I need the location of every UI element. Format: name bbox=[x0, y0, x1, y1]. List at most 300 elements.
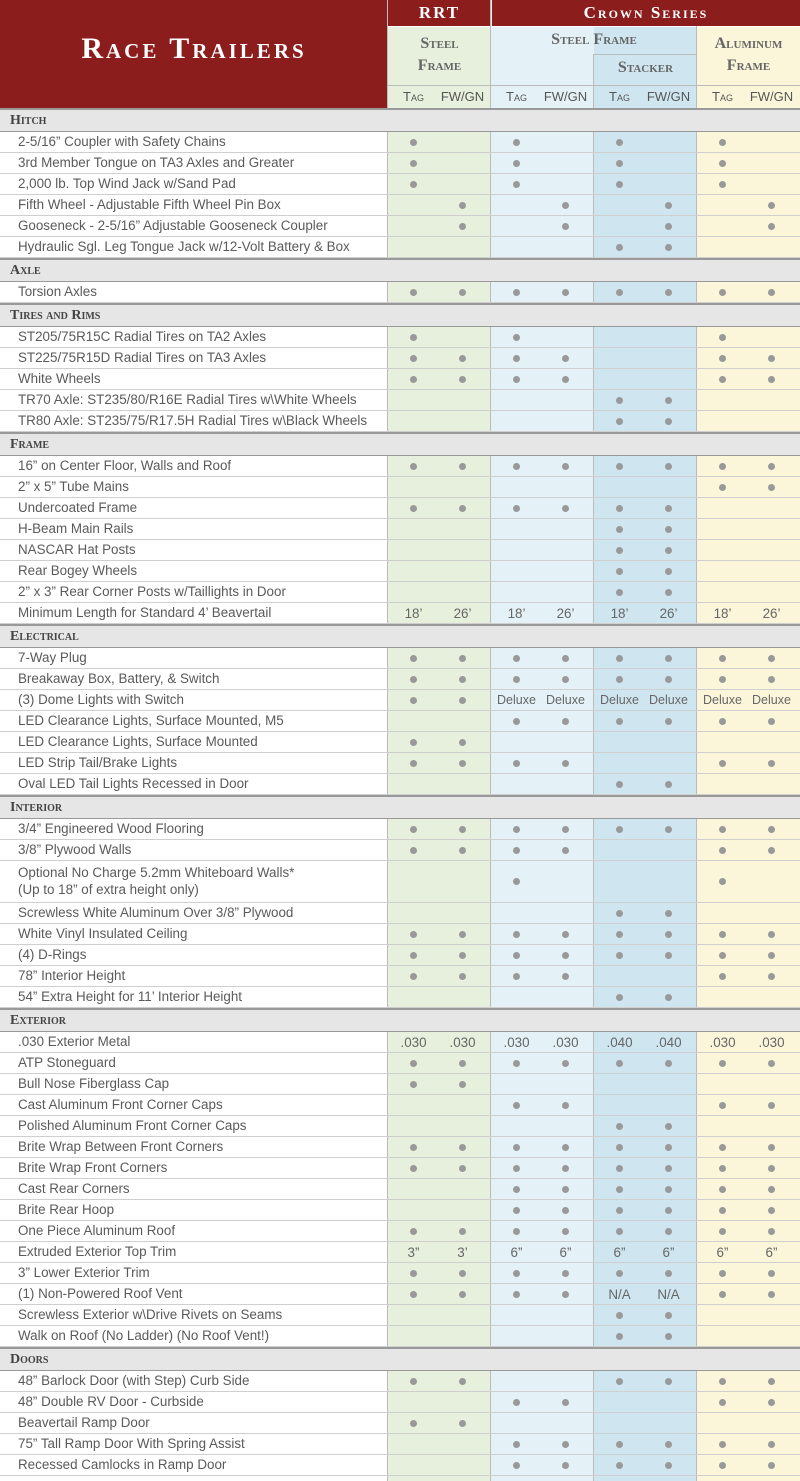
feature-included-dot bbox=[437, 1053, 488, 1073]
empty-cell bbox=[437, 519, 488, 539]
feature-label: 54” Extra Height for 11’ Interior Height bbox=[18, 989, 243, 1004]
bullet-dot-icon bbox=[719, 676, 726, 683]
bullet-dot-icon bbox=[459, 847, 466, 854]
bullet-dot-icon bbox=[513, 718, 520, 725]
col-header-stacker-tag: Tag bbox=[609, 89, 630, 104]
feature-included-dot bbox=[643, 924, 694, 944]
feature-included-dot bbox=[594, 582, 645, 602]
bullet-dot-icon bbox=[410, 1144, 417, 1151]
table-row bbox=[0, 648, 800, 669]
feature-included-dot bbox=[594, 774, 645, 794]
bullet-dot-icon bbox=[562, 1102, 569, 1109]
empty-cell bbox=[540, 987, 591, 1007]
feature-label: NASCAR Hat Posts bbox=[18, 542, 136, 557]
feature-included-dot bbox=[540, 348, 591, 368]
feature-table bbox=[0, 108, 800, 1476]
bullet-dot-icon bbox=[665, 505, 672, 512]
table-row bbox=[0, 1200, 800, 1221]
empty-cell bbox=[594, 1392, 645, 1412]
feature-included-dot bbox=[540, 1158, 591, 1178]
empty-cell bbox=[540, 1326, 591, 1346]
empty-cell bbox=[746, 498, 797, 518]
feature-label: TR80 Axle: ST235/75/R17.5H Radial Tires w\Black Wheels bbox=[18, 413, 368, 428]
feature-included-dot bbox=[437, 498, 488, 518]
feature-label: Cast Aluminum Front Corner Caps bbox=[18, 1097, 223, 1112]
bullet-dot-icon bbox=[719, 826, 726, 833]
bullet-dot-icon bbox=[665, 568, 672, 575]
feature-included-dot bbox=[746, 753, 797, 773]
feature-included-dot bbox=[594, 282, 645, 302]
table-row bbox=[0, 1158, 800, 1179]
feature-included-dot bbox=[540, 1053, 591, 1073]
bullet-dot-icon bbox=[513, 1270, 520, 1277]
feature-included-dot bbox=[697, 966, 748, 986]
table-row bbox=[0, 903, 800, 924]
bullet-dot-icon bbox=[410, 334, 417, 341]
section-header: Hitch bbox=[0, 108, 800, 132]
bullet-dot-icon bbox=[616, 931, 623, 938]
bullet-dot-icon bbox=[562, 1462, 569, 1469]
bullet-dot-icon bbox=[768, 1378, 775, 1385]
feature-label: (1) Non-Powered Roof Vent bbox=[18, 1286, 183, 1301]
bullet-dot-icon bbox=[459, 655, 466, 662]
feature-included-dot bbox=[697, 132, 748, 152]
table-row bbox=[0, 390, 800, 411]
empty-cell bbox=[437, 987, 488, 1007]
bullet-dot-icon bbox=[719, 973, 726, 980]
bullet-dot-icon bbox=[513, 139, 520, 146]
empty-cell bbox=[594, 966, 645, 986]
bullet-dot-icon bbox=[719, 160, 726, 167]
bullet-dot-icon bbox=[665, 718, 672, 725]
bullet-dot-icon bbox=[410, 826, 417, 833]
table-row bbox=[0, 369, 800, 390]
feature-included-dot bbox=[437, 1413, 488, 1433]
feature-included-dot bbox=[643, 411, 694, 431]
bullet-dot-icon bbox=[768, 1291, 775, 1298]
empty-cell bbox=[594, 753, 645, 773]
table-row bbox=[0, 945, 800, 966]
empty-cell bbox=[388, 540, 439, 560]
feature-included-dot bbox=[540, 1263, 591, 1283]
bullet-dot-icon bbox=[665, 1333, 672, 1340]
feature-included-dot bbox=[746, 1455, 797, 1475]
table-row bbox=[0, 1032, 800, 1053]
feature-label: Polished Aluminum Front Corner Caps bbox=[18, 1118, 247, 1133]
feature-included-dot bbox=[697, 327, 748, 347]
bullet-dot-icon bbox=[513, 1399, 520, 1406]
bullet-dot-icon bbox=[665, 1441, 672, 1448]
empty-cell bbox=[388, 903, 439, 923]
bullet-dot-icon bbox=[459, 1081, 466, 1088]
bullet-dot-icon bbox=[410, 1291, 417, 1298]
page-title: Race Trailers bbox=[81, 32, 307, 65]
feature-included-dot bbox=[437, 456, 488, 476]
bullet-dot-icon bbox=[459, 676, 466, 683]
bullet-dot-icon bbox=[616, 1378, 623, 1385]
table-row bbox=[0, 1284, 800, 1305]
feature-included-dot bbox=[697, 1371, 748, 1391]
feature-value: .030 bbox=[758, 1034, 785, 1050]
feature-included-dot bbox=[697, 282, 748, 302]
empty-cell bbox=[540, 732, 591, 752]
feature-included-dot bbox=[697, 648, 748, 668]
feature-included-dot bbox=[643, 711, 694, 731]
feature-included-dot bbox=[643, 774, 694, 794]
empty-cell bbox=[491, 987, 542, 1007]
feature-included-dot bbox=[643, 669, 694, 689]
bullet-dot-icon bbox=[410, 952, 417, 959]
empty-cell bbox=[643, 174, 694, 194]
feature-included-dot bbox=[540, 648, 591, 668]
feature-included-dot bbox=[643, 1137, 694, 1157]
bullet-dot-icon bbox=[616, 139, 623, 146]
empty-cell bbox=[491, 237, 542, 257]
bullet-dot-icon bbox=[665, 1207, 672, 1214]
empty-cell bbox=[746, 861, 797, 902]
feature-included-dot bbox=[540, 1392, 591, 1412]
feature-included-dot bbox=[388, 840, 439, 860]
bullet-dot-icon bbox=[665, 1312, 672, 1319]
feature-included-dot bbox=[491, 648, 542, 668]
empty-cell bbox=[746, 903, 797, 923]
feature-included-dot bbox=[491, 1455, 542, 1475]
feature-included-dot bbox=[491, 711, 542, 731]
bullet-dot-icon bbox=[719, 334, 726, 341]
empty-cell bbox=[594, 216, 645, 236]
feature-value: .030 bbox=[552, 1034, 579, 1050]
bullet-dot-icon bbox=[719, 376, 726, 383]
table-row bbox=[0, 1305, 800, 1326]
empty-cell bbox=[491, 540, 542, 560]
feature-included-dot bbox=[643, 987, 694, 1007]
bullet-dot-icon bbox=[410, 463, 417, 470]
feature-label: Bull Nose Fiberglass Cap bbox=[18, 1076, 170, 1091]
feature-label: 3/8” Plywood Walls bbox=[18, 842, 132, 857]
bullet-dot-icon bbox=[768, 355, 775, 362]
feature-label: Undercoated Frame bbox=[18, 500, 138, 515]
section-header: Electrical bbox=[0, 624, 800, 648]
feature-label: Rear Bogey Wheels bbox=[18, 563, 138, 578]
empty-cell bbox=[643, 732, 694, 752]
bullet-dot-icon bbox=[768, 484, 775, 491]
feature-label: 3rd Member Tongue on TA3 Axles and Greater bbox=[18, 155, 295, 170]
feature-included-dot bbox=[491, 945, 542, 965]
empty-cell bbox=[388, 1179, 439, 1199]
feature-included-dot bbox=[388, 1413, 439, 1433]
empty-cell bbox=[437, 1434, 488, 1454]
feature-included-dot bbox=[594, 903, 645, 923]
feature-value: .040 bbox=[606, 1034, 633, 1050]
feature-value: Deluxe bbox=[546, 693, 585, 707]
bullet-dot-icon bbox=[459, 952, 466, 959]
empty-cell bbox=[437, 1392, 488, 1412]
empty-cell bbox=[540, 903, 591, 923]
empty-cell bbox=[388, 1116, 439, 1136]
feature-included-dot bbox=[388, 1284, 439, 1304]
empty-cell bbox=[540, 519, 591, 539]
bullet-dot-icon bbox=[768, 1144, 775, 1151]
empty-cell bbox=[437, 411, 488, 431]
bullet-dot-icon bbox=[562, 1165, 569, 1172]
feature-value: N/A bbox=[608, 1286, 631, 1302]
feature-included-dot bbox=[437, 1371, 488, 1391]
feature-included-dot bbox=[746, 456, 797, 476]
feature-included-dot bbox=[594, 648, 645, 668]
empty-cell bbox=[388, 1455, 439, 1475]
feature-included-dot bbox=[643, 498, 694, 518]
feature-included-dot bbox=[746, 1200, 797, 1220]
bullet-dot-icon bbox=[768, 847, 775, 854]
feature-label: Brite Rear Hoop bbox=[18, 1202, 115, 1217]
feature-label: ATP Stoneguard bbox=[18, 1055, 116, 1070]
bullet-dot-icon bbox=[513, 505, 520, 512]
table-row bbox=[0, 1179, 800, 1200]
bullet-dot-icon bbox=[616, 1165, 623, 1172]
feature-included-dot bbox=[437, 1221, 488, 1241]
bullet-dot-icon bbox=[513, 973, 520, 980]
bullet-dot-icon bbox=[513, 355, 520, 362]
feature-included-dot bbox=[594, 1137, 645, 1157]
bullet-dot-icon bbox=[768, 1060, 775, 1067]
feature-included-dot bbox=[540, 195, 591, 215]
feature-included-dot bbox=[437, 1263, 488, 1283]
table-row bbox=[0, 327, 800, 348]
bullet-dot-icon bbox=[616, 1123, 623, 1130]
empty-cell bbox=[540, 390, 591, 410]
table-row bbox=[0, 819, 800, 840]
empty-cell bbox=[388, 216, 439, 236]
bullet-dot-icon bbox=[459, 1291, 466, 1298]
bullet-dot-icon bbox=[665, 589, 672, 596]
bullet-dot-icon bbox=[459, 355, 466, 362]
empty-cell bbox=[491, 390, 542, 410]
bullet-dot-icon bbox=[616, 244, 623, 251]
bullet-dot-icon bbox=[410, 139, 417, 146]
empty-cell bbox=[746, 237, 797, 257]
bullet-dot-icon bbox=[768, 202, 775, 209]
feature-included-dot bbox=[594, 411, 645, 431]
rrt-header: RRT bbox=[388, 0, 491, 26]
feature-included-dot bbox=[746, 1158, 797, 1178]
empty-cell bbox=[540, 561, 591, 581]
rrt-sub-line1: Steel bbox=[420, 35, 459, 52]
bullet-dot-icon bbox=[513, 181, 520, 188]
bullet-dot-icon bbox=[513, 676, 520, 683]
table-row bbox=[0, 732, 800, 753]
bullet-dot-icon bbox=[768, 655, 775, 662]
empty-cell bbox=[697, 1326, 748, 1346]
bullet-dot-icon bbox=[616, 397, 623, 404]
bullet-dot-icon bbox=[719, 1207, 726, 1214]
bullet-dot-icon bbox=[513, 878, 520, 885]
bullet-dot-icon bbox=[459, 1165, 466, 1172]
bullet-dot-icon bbox=[665, 418, 672, 425]
bullet-dot-icon bbox=[719, 878, 726, 885]
feature-included-dot bbox=[388, 753, 439, 773]
feature-included-dot bbox=[388, 1137, 439, 1157]
empty-cell bbox=[388, 582, 439, 602]
feature-included-dot bbox=[746, 711, 797, 731]
feature-included-dot bbox=[491, 1221, 542, 1241]
bullet-dot-icon bbox=[665, 994, 672, 1001]
feature-included-dot bbox=[491, 1179, 542, 1199]
bullet-dot-icon bbox=[616, 676, 623, 683]
empty-cell bbox=[437, 540, 488, 560]
table-row bbox=[0, 603, 800, 624]
feature-included-dot bbox=[643, 195, 694, 215]
bullet-dot-icon bbox=[768, 931, 775, 938]
feature-included-dot bbox=[491, 327, 542, 347]
bullet-dot-icon bbox=[513, 655, 520, 662]
section-header: Exterior bbox=[0, 1008, 800, 1032]
bullet-dot-icon bbox=[459, 760, 466, 767]
feature-label: Breakaway Box, Battery, & Switch bbox=[18, 671, 220, 686]
empty-cell bbox=[437, 477, 488, 497]
bullet-dot-icon bbox=[562, 655, 569, 662]
feature-value: 26’ bbox=[659, 605, 678, 621]
bullet-dot-icon bbox=[562, 223, 569, 230]
empty-cell bbox=[388, 519, 439, 539]
bullet-dot-icon bbox=[719, 1270, 726, 1277]
feature-value: 6” bbox=[510, 1244, 523, 1260]
bullet-dot-icon bbox=[665, 1378, 672, 1385]
feature-included-dot bbox=[540, 840, 591, 860]
empty-cell bbox=[388, 861, 439, 902]
bullet-dot-icon bbox=[719, 1060, 726, 1067]
feature-included-dot bbox=[697, 174, 748, 194]
empty-cell bbox=[388, 1305, 439, 1325]
table-row bbox=[0, 1242, 800, 1263]
col-header-alum-fwgn: FW/GN bbox=[749, 89, 794, 104]
feature-included-dot bbox=[746, 348, 797, 368]
feature-included-dot bbox=[540, 1221, 591, 1241]
feature-included-dot bbox=[643, 390, 694, 410]
bullet-dot-icon bbox=[410, 760, 417, 767]
feature-included-dot bbox=[388, 966, 439, 986]
empty-cell bbox=[643, 348, 694, 368]
feature-included-dot bbox=[388, 945, 439, 965]
feature-included-dot bbox=[437, 648, 488, 668]
feature-included-dot bbox=[594, 1371, 645, 1391]
feature-label: (3) Dome Lights with Switch bbox=[18, 692, 184, 707]
table-row bbox=[0, 216, 800, 237]
bullet-dot-icon bbox=[410, 931, 417, 938]
feature-included-dot bbox=[388, 1053, 439, 1073]
feature-included-dot bbox=[697, 819, 748, 839]
feature-included-dot bbox=[540, 1200, 591, 1220]
bullet-dot-icon bbox=[665, 202, 672, 209]
feature-included-dot bbox=[437, 348, 488, 368]
feature-included-dot bbox=[594, 519, 645, 539]
empty-cell bbox=[746, 774, 797, 794]
feature-label: 16” on Center Floor, Walls and Roof bbox=[18, 458, 232, 473]
feature-included-dot bbox=[491, 1137, 542, 1157]
bullet-dot-icon bbox=[616, 1312, 623, 1319]
feature-label: Minimum Length for Standard 4’ Beavertail bbox=[18, 605, 272, 620]
bullet-dot-icon bbox=[665, 1144, 672, 1151]
bullet-dot-icon bbox=[719, 1378, 726, 1385]
feature-label: Walk on Roof (No Ladder) (No Roof Vent!) bbox=[18, 1328, 270, 1343]
feature-included-dot bbox=[643, 1053, 694, 1073]
empty-cell bbox=[746, 1326, 797, 1346]
feature-included-dot bbox=[540, 1455, 591, 1475]
empty-cell bbox=[643, 1095, 694, 1115]
empty-cell bbox=[491, 216, 542, 236]
bullet-dot-icon bbox=[768, 760, 775, 767]
empty-cell bbox=[594, 369, 645, 389]
empty-cell bbox=[643, 1413, 694, 1433]
bullet-dot-icon bbox=[410, 1165, 417, 1172]
empty-cell bbox=[437, 153, 488, 173]
feature-included-dot bbox=[697, 348, 748, 368]
feature-value: 26’ bbox=[556, 605, 575, 621]
feature-included-dot bbox=[491, 369, 542, 389]
bullet-dot-icon bbox=[665, 1228, 672, 1235]
feature-included-dot bbox=[697, 1221, 748, 1241]
rrt-steel-frame-label bbox=[388, 33, 491, 77]
feature-included-dot bbox=[594, 987, 645, 1007]
bullet-dot-icon bbox=[665, 1123, 672, 1130]
feature-label: Brite Wrap Between Front Corners bbox=[18, 1139, 224, 1154]
bullet-dot-icon bbox=[768, 826, 775, 833]
feature-included-dot bbox=[437, 732, 488, 752]
feature-included-dot bbox=[540, 945, 591, 965]
feature-included-dot bbox=[388, 1074, 439, 1094]
bullet-dot-icon bbox=[562, 973, 569, 980]
feature-included-dot bbox=[388, 282, 439, 302]
bullet-dot-icon bbox=[768, 1462, 775, 1469]
feature-label: ST225/75R15D Radial Tires on TA3 Axles bbox=[18, 350, 267, 365]
bullet-dot-icon bbox=[768, 463, 775, 470]
bullet-dot-icon bbox=[665, 289, 672, 296]
feature-value: 18’ bbox=[507, 605, 526, 621]
feature-included-dot bbox=[491, 1200, 542, 1220]
bullet-dot-icon bbox=[719, 952, 726, 959]
empty-cell bbox=[643, 153, 694, 173]
feature-included-dot bbox=[437, 1074, 488, 1094]
empty-cell bbox=[540, 774, 591, 794]
feature-value: Deluxe bbox=[600, 693, 639, 707]
empty-cell bbox=[697, 1074, 748, 1094]
table-row bbox=[0, 582, 800, 603]
aluminum-frame-label bbox=[697, 33, 800, 77]
table-row bbox=[0, 669, 800, 690]
col-header-rrt-fwgn: FW/GN bbox=[440, 89, 485, 104]
table-row bbox=[0, 282, 800, 303]
empty-cell bbox=[697, 561, 748, 581]
empty-cell bbox=[540, 411, 591, 431]
feature-included-dot bbox=[643, 582, 694, 602]
bullet-dot-icon bbox=[513, 1144, 520, 1151]
bullet-dot-icon bbox=[768, 289, 775, 296]
empty-cell bbox=[388, 1392, 439, 1412]
empty-cell bbox=[540, 1116, 591, 1136]
feature-label: LED Strip Tail/Brake Lights bbox=[18, 755, 178, 770]
feature-included-dot bbox=[746, 1221, 797, 1241]
feature-included-dot bbox=[388, 669, 439, 689]
feature-included-dot bbox=[491, 282, 542, 302]
bullet-dot-icon bbox=[719, 355, 726, 362]
feature-included-dot bbox=[437, 1158, 488, 1178]
table-row bbox=[0, 348, 800, 369]
table-row bbox=[0, 924, 800, 945]
bullet-dot-icon bbox=[459, 289, 466, 296]
divider bbox=[388, 85, 800, 86]
section-header: Axle bbox=[0, 258, 800, 282]
feature-included-dot bbox=[491, 1263, 542, 1283]
empty-cell bbox=[697, 216, 748, 236]
